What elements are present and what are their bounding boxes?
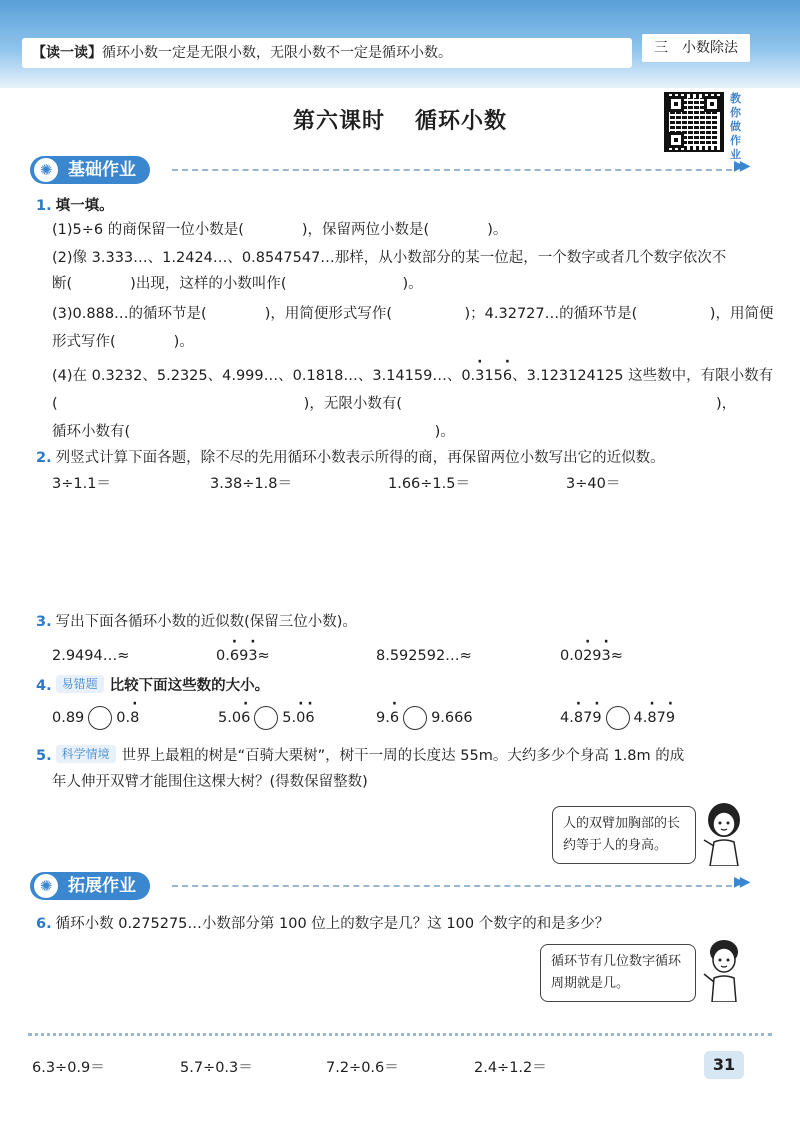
footer-divider (28, 1033, 772, 1036)
bulb-icon: ✺ (34, 158, 58, 182)
section-basic-label: 基础作业 (68, 160, 136, 180)
read-text: 循环小数一定是无限小数，无限小数不一定是循环小数。 (102, 45, 452, 61)
q1-part4a: (4)在 0.3232、5.2325、4.999…、0.1818…、3.14159…、0.· 315· 6、3.123124125 这些数中，有限小数有 (52, 364, 773, 388)
read-tip (22, 38, 632, 68)
q5-line2: 年人伸开双臂才能围住这棵大树？(得数保留整数) (52, 774, 368, 790)
bulb-icon: ✺ (34, 874, 58, 898)
q3-title: 3. 写出下面各循环小数的近似数(保留三位小数)。 (36, 614, 357, 630)
lesson-number: 第六课时 (292, 109, 385, 134)
q4-compare-4: 4.· 87· 9 4.· 87· 9 (560, 706, 675, 730)
q4-title: 4. 易错题 比较下面这些数的大小。 (36, 677, 270, 694)
q1-part4c: 循环小数有( )。 (52, 424, 455, 440)
compare-circle[interactable] (88, 706, 112, 730)
oral-calc-3: 7.2÷0.6＝ (326, 1060, 399, 1076)
compare-circle[interactable] (403, 706, 427, 730)
q1-title: 1. 填一填。 (36, 198, 114, 214)
oral-calc-2: 5.7÷0.3＝ (180, 1060, 253, 1076)
q2-item-3: 1.66÷1.5＝ (388, 476, 470, 492)
q3-item-2: 0.· 69· 3≈ (216, 644, 270, 668)
q2-item-4: 3÷40＝ (566, 476, 621, 492)
q1-part2a: (2)像 3.333…、1.2424…、0.8547547…那样，从小数部分的某一位起，一个数字或者几个数字依次不 (52, 250, 727, 266)
q4-compare-3: 9.· 6 9.666 (376, 706, 473, 730)
q2-item-2: 3.38÷1.8＝ (210, 476, 292, 492)
oral-calc-4: 2.4÷1.2＝ (474, 1060, 547, 1076)
q3-item-4: 0.0· 29· 3≈ (560, 644, 623, 668)
section-extend (30, 870, 150, 902)
hint-bubble-1: 人的双臂加胸部的长 约等于人的身高。 (552, 806, 696, 864)
section-basic (30, 154, 150, 186)
q4-badge: 易错题 (56, 675, 104, 693)
section-divider (172, 169, 732, 171)
oral-calc-1: 6.3÷0.9＝ (32, 1060, 105, 1076)
boy-illustration-icon (700, 936, 748, 1002)
q1-part1: (1)5÷6 的商保留一位小数是( )，保留两位小数是( )。 (52, 222, 508, 238)
q4-compare-2: 5.0· 6 5.· 0· 6 (218, 706, 315, 730)
section-extend-label: 拓展作业 (68, 876, 136, 896)
q1-part4b: ( )，无限小数有( )， (52, 396, 737, 412)
hint-bubble-2: 循环节有几位数字循环 周期就是几。 (540, 944, 696, 1002)
girl-illustration-icon (700, 800, 748, 866)
q1-part2b: 断( )出现，这样的小数叫作( )。 (52, 276, 423, 292)
q2-title: 2. 列竖式计算下面各题，除不尽的先用循环小数表示所得的商，再保留两位小数写出它的近似数。 (36, 450, 665, 466)
lesson-topic: 循环小数 (415, 109, 508, 134)
read-tag: 【读一读】 (32, 45, 102, 61)
q6-text: 6. 循环小数 0.275275…小数部分第 100 位上的数字是几？这 100 个数字的和是多少？ (36, 916, 610, 932)
q4-compare-1: 0.89 0.· 8 (52, 706, 139, 730)
q3-item-3: 8.592592…≈ (376, 648, 472, 664)
qr-code-icon[interactable] (664, 92, 724, 152)
q3-item-1: 2.9494…≈ (52, 648, 130, 664)
unit-label: 三 小数除法 (642, 34, 750, 62)
section-divider (172, 885, 732, 887)
q5-badge: 科学情境 (56, 745, 116, 763)
arrows-icon: ▶▶ (734, 874, 746, 890)
compare-circle[interactable] (606, 706, 630, 730)
teach-label: 教 你 做 作 业 (730, 92, 741, 161)
q1-part3a: (3)0.888…的循环节是( )，用简便形式写作( )；4.32727…的循环节是( )，用简便 (52, 306, 774, 322)
page-number: 31 (704, 1051, 744, 1079)
q5-line1: 5. 科学情境 世界上最粗的树是“百骑大栗树”，树干一周的长度达 55m。大约多少个身高 1.8m 的成 (36, 747, 685, 764)
compare-circle[interactable] (254, 706, 278, 730)
q2-item-1: 3÷1.1＝ (52, 476, 111, 492)
arrows-icon: ▶▶ (734, 158, 746, 174)
q1-part3b: 形式写作( )。 (52, 334, 194, 350)
